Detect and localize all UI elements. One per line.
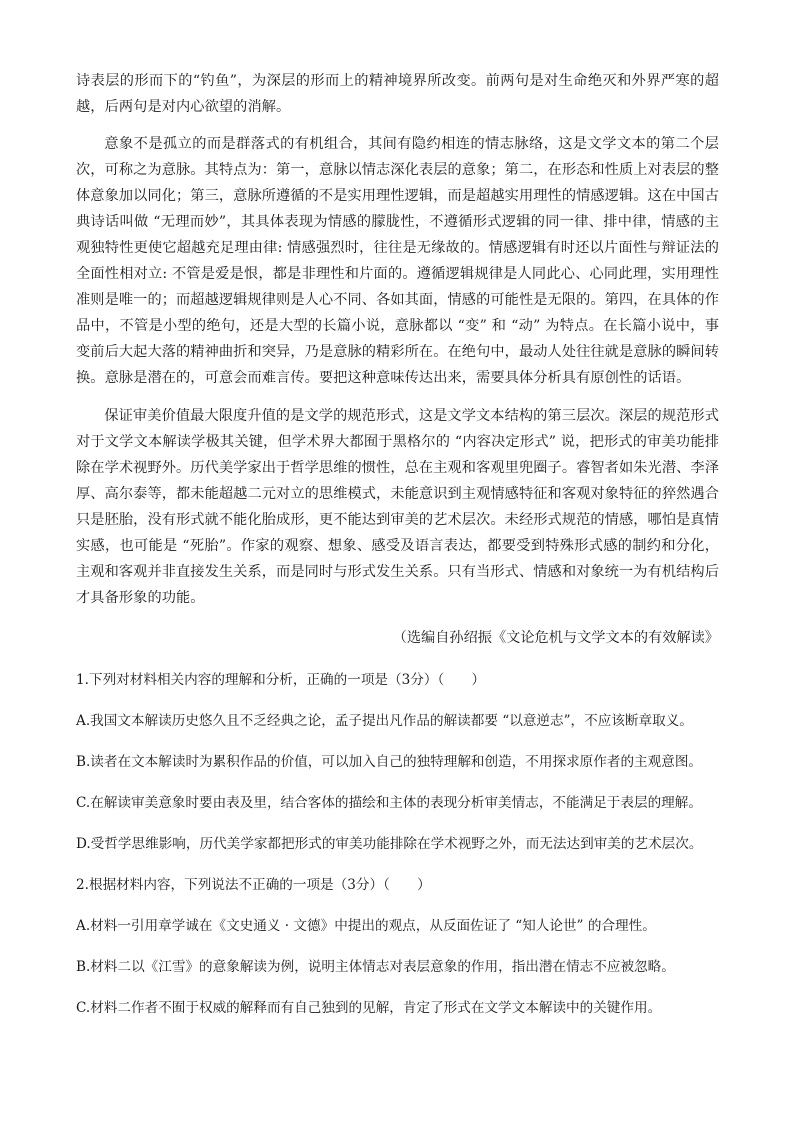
question-list [76, 667, 719, 1021]
question-1-option-a: A.我国文本解读历史悠久且不乏经典之论，孟子提出凡作品的解读都要 “以意逆志”，不应该断章取义。 [76, 713, 693, 729]
question-2-stem: 2.根据材料内容，下列说法不正确的一项是（3分）（ ） [76, 877, 431, 893]
question-2-option-b: B.材料二以《江雪》的意象解读为例，说明主体情志对表层意象的作用，指出潜在情志不应被忽略。 [76, 959, 675, 975]
question-2-option-a: A.材料一引用章学诚在《文史通义 · 文德》中提出的观点，从反面佐证了 “知人论世” 的合理性。 [76, 918, 656, 934]
question-1-stem: 1.下列对材料相关内容的理解和分析，正确的一项是（3分）（ ） [76, 672, 486, 688]
question-2-option-c: C.材料二作者不囿于权威的解释而有自己独到的见解，肯定了形式在文学文本解读中的关键作用。 [76, 1000, 662, 1016]
passage-paragraph-2: 意象不是孤立的而是群落式的有机组合，其间有隐约相连的情志脉络，这是文学文本的第二个层次，可称之为意脉。其特点为：第一，意脉以情志深化表层的意象；第二，在形态和性质上对表层的整体意象加以同化；第三，意脉所遵循的不是实用理性逻辑，而是超越实用理性的情感逻辑。这在中国古典诗话叫做 “无理而妙”，其具体表现为情感的朦胧性，不遵循形式逻辑的同一律、排中律，情感的主观独特性更使它超越充足理由律: 情感强烈时，往往是无缘故的。情感逻辑有时还以片面性与辩证法的全面性相对立: 不管是爱是恨，都是非理性和片面的。遵循逻辑规律是人同此心、心同此理，实用理性准则是唯一的；而超越逻辑规律则是人心不同、各如其面，情感的可能性是无限的。第四，在具体的作品中，不管是小型的绝句，还是大型的长篇小说，意脉都以 “变” 和 “动” 为特点。在长篇小说中，事变前后大起大落的精神曲折和突异，乃是意脉的精彩所在。在绝句中，最动人处往往就是意脉的瞬间转换。意脉是潜在的，可意会而难言传。要把这种意味传达出来，需要具体分析具有原创性的话语。 [76, 136, 719, 386]
document-page [76, 68, 719, 1021]
question-1-option-d: D.受哲学思维影响，历代美学家都把形式的审美功能排除在学术视野之外，而无法达到审美的艺术层次。 [76, 836, 703, 852]
passage-paragraph-3: 保证审美价值最大限度升值的是文学的规范形式，这是文学文本结构的第三层次。深层的规范形式对于文学文本解读学极其关键，但学术界大都囿于黑格尔的 “内容决定形式” 说，把形式的审美功能排除在学术视野外。历代美学家出于哲学思维的惯性，总在主观和客观里兜圈子。睿智者如朱光潜、李泽厚、高尔泰等，都未能超越二元对立的思维模式，未能意识到主观情感特征和客观对象特征的猝然遇合只是胚胎，没有形式就不能化胎成形，更不能达到审美的艺术层次。未经形式规范的情感，哪怕是真情实感，也可能是 “死胎”。作家的观察、想象、感受及语言表达，都要受到特殊形式感的制约和分化，主观和客观并非直接发生关系，而是同时与形式发生关系。只有当形式、情感和对象统一为有机结构后才具备形象的功能。 [76, 408, 719, 606]
passage-paragraph-1: 诗表层的形而下的“钓鱼”，为深层的形而上的精神境界所改变。前两句是对生命绝灭和外界严寒的超越，后两句是对内心欲望的消解。 [76, 73, 719, 115]
passage-source: （选编自孙绍振《文论危机与文学文本的有效解读》 [392, 630, 719, 646]
question-1-option-c: C.在解读审美意象时要由表及里，结合客体的描绘和主体的表现分析审美情志，不能满足于表层的理解。 [76, 795, 702, 811]
question-1-option-b: B.读者在文本解读时为累积作品的价值，可以加入自己的独特理解和创造，不用探求原作者的主观意图。 [76, 754, 703, 770]
